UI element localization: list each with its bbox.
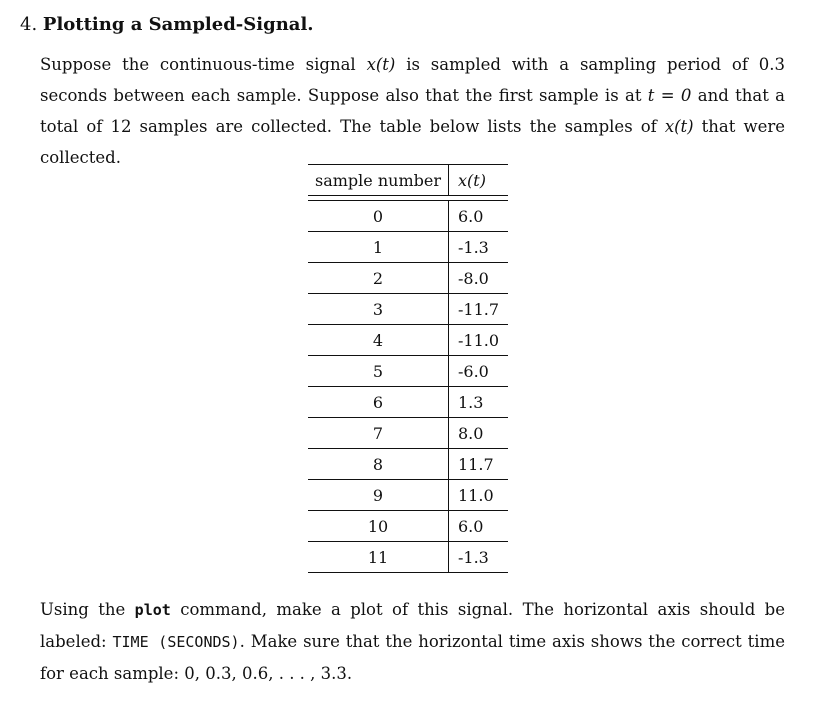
sample-number-cell: 8 (308, 449, 449, 479)
instr-text-1: Using the (40, 600, 135, 619)
signal-symbol-2: x(t) (664, 117, 694, 136)
sample-number-cell: 2 (308, 263, 449, 293)
signal-symbol: x(t) (366, 55, 396, 74)
table-row (308, 449, 508, 480)
table-header (308, 164, 508, 195)
axis-label-text: TIME (SECONDS) (112, 633, 240, 651)
col-header-xt: x(t) (458, 170, 486, 190)
sample-number-cell: 10 (308, 511, 449, 541)
table-row (308, 511, 508, 542)
table-row (308, 232, 508, 263)
sample-number-cell: 9 (308, 480, 449, 510)
sample-value-cell: 1.3 (458, 392, 484, 412)
sample-number-cell: 4 (308, 325, 449, 355)
intro-text-3: and that a total of 12 samples are collected. The table below lists the samples of (40, 86, 786, 136)
intro-text-1: Suppose the continuous-time signal (40, 55, 367, 74)
sample-number-cell: 11 (308, 542, 449, 572)
sample-number-cell: 1 (308, 232, 449, 262)
intro-text-2: is sampled with a sampling period of 0.3 seconds between each sample. Suppose also that the first sample is at (40, 55, 786, 105)
sample-number-cell: 7 (308, 418, 449, 448)
table-row (308, 542, 508, 573)
table-row (308, 263, 508, 294)
sample-value-cell: -11.7 (458, 299, 500, 319)
table-row (308, 387, 508, 418)
sample-value-cell: -1.3 (458, 237, 489, 257)
instructions-paragraph (40, 594, 785, 689)
sample-value-cell: 6.0 (458, 516, 484, 536)
problem-title: Plotting a Sampled-Signal. (42, 14, 314, 35)
intro-text-4: that were collected. (40, 117, 785, 167)
sample-number-cell: 3 (308, 294, 449, 324)
sample-value-cell: 11.7 (458, 454, 494, 474)
table-row (308, 480, 508, 511)
table-row (308, 201, 508, 232)
sample-value-cell: -8.0 (458, 268, 489, 288)
sample-value-cell: 8.0 (458, 423, 484, 443)
table-row (308, 356, 508, 387)
table-row (308, 325, 508, 356)
instr-text-2: command, make a plot of this signal. The horizontal axis should be labeled: (40, 600, 785, 651)
table-row (308, 294, 508, 325)
intro-paragraph (40, 49, 785, 173)
sample-value-cell: 11.0 (458, 485, 494, 505)
sample-number-cell: 6 (308, 387, 449, 417)
table-body (308, 201, 508, 573)
samples-table (308, 164, 508, 573)
problem-number: 4. (20, 14, 38, 35)
col-header-sample-number: sample number (308, 165, 449, 195)
instr-text-3: . Make sure that the horizontal time axis shows the correct time for each sample: (40, 632, 785, 683)
problem-heading (20, 14, 314, 35)
sample-value-cell: -1.3 (458, 547, 489, 567)
sample-times: 0, 0.3, 0.6, . . . , 3.3 (184, 664, 347, 683)
sample-value-cell: -6.0 (458, 361, 489, 381)
plot-command: plot (134, 601, 171, 619)
sample-value-cell: -11.0 (458, 330, 500, 350)
instr-text-4: . (346, 664, 353, 683)
sample-value-cell: 6.0 (458, 206, 484, 226)
sample-number-cell: 0 (308, 201, 449, 231)
first-sample-time: t = 0 (647, 86, 692, 105)
table-row (308, 418, 508, 449)
sample-number-cell: 5 (308, 356, 449, 386)
